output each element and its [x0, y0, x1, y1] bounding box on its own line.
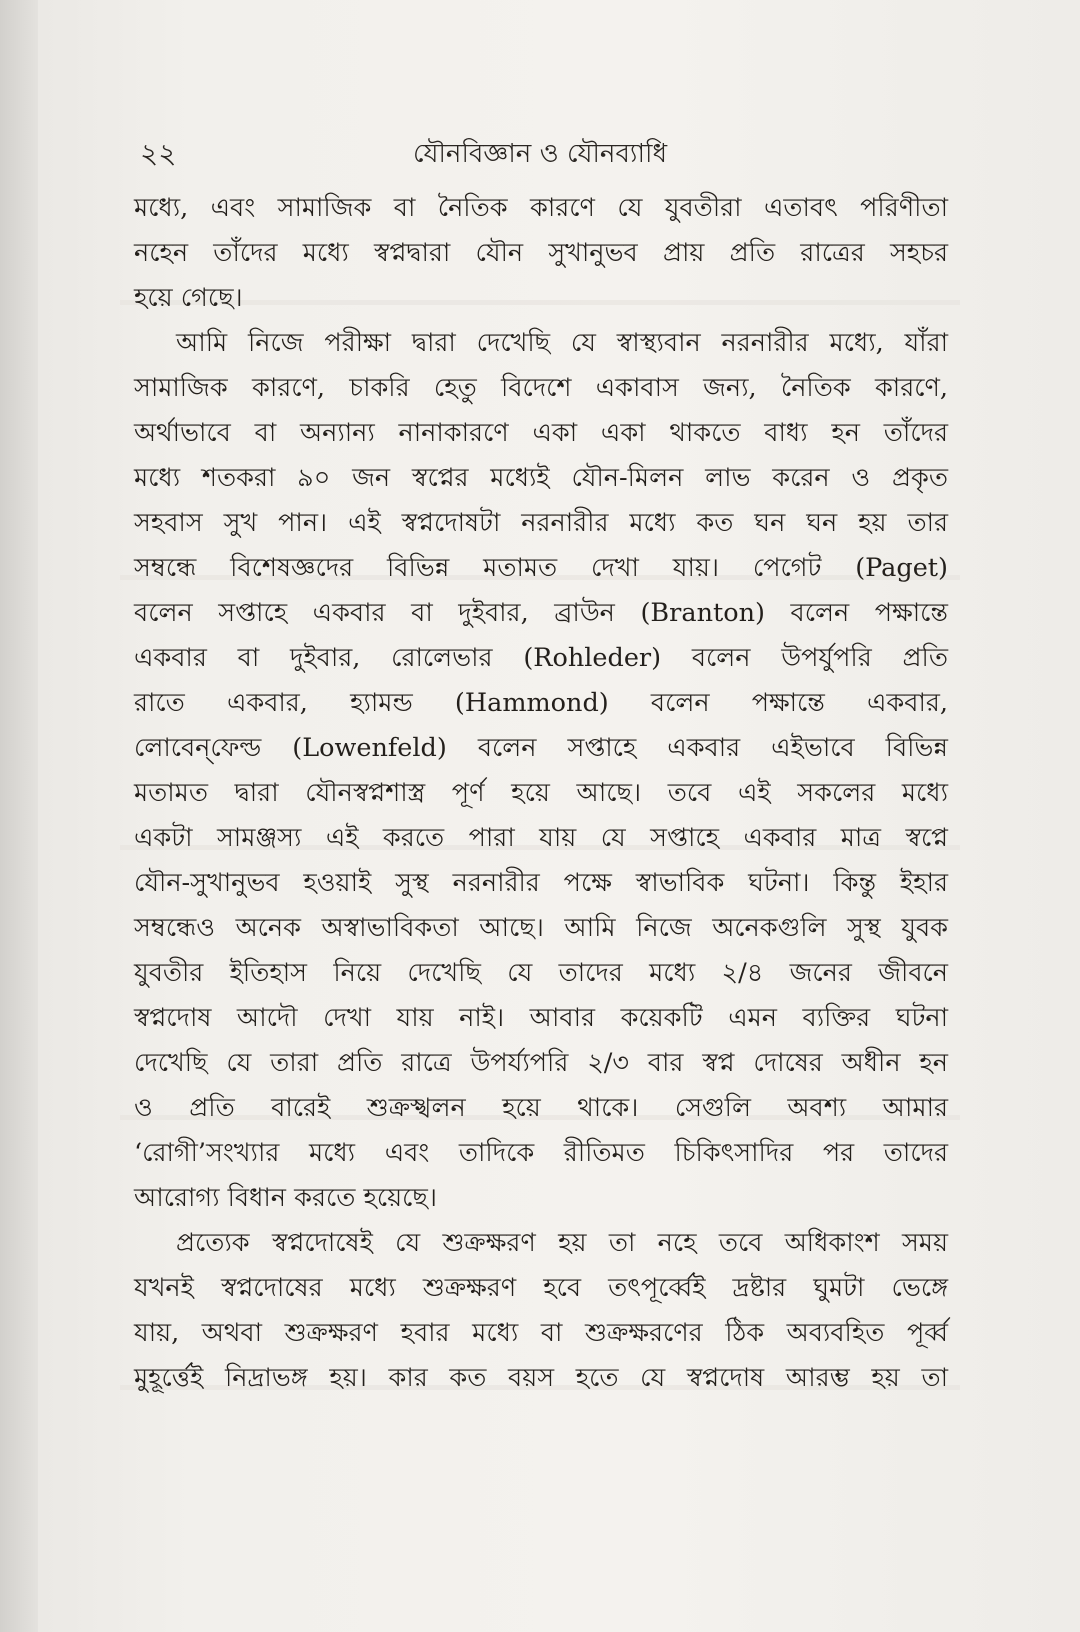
- running-title: যৌনবিজ্ঞান ও যৌনব্যাধি: [412, 139, 668, 169]
- text-line: একবার বা দুইবার, রোলেভার (Rohleder) বলেন উপর্যুপরি প্রতি: [134, 643, 948, 673]
- text-line: মতামত দ্বারা যৌনস্বপ্নশাস্ত্র পূর্ণ হয়ে আছে। তবে এই সকলের মধ্যে: [134, 778, 948, 808]
- page-gutter-shadow: [0, 0, 38, 1632]
- text-line: সামাজিক কারণে, চাকরি হেতু বিদেশে একাবাস জন্য, নৈতিক কারণে,: [134, 373, 948, 403]
- page-number: ২২: [140, 137, 177, 170]
- text-line: অর্থাভাবে বা অন্যান্য নানাকারণে একা একা থাকতে বাধ্য হন তাঁদের: [134, 418, 948, 448]
- text-line: মধ্যে শতকরা ৯০ জন স্বপ্নের মধ্যেই যৌন-মিলন লাভ করেন ও প্রকৃত: [134, 463, 948, 493]
- text-line: দেখেছি যে তারা প্রতি রাত্রে উপর্য্যপরি ২/৩ বার স্বপ্ন দোষের অধীন হন: [134, 1048, 948, 1078]
- text-line: সম্বন্ধেও অনেক অস্বাভাবিকতা আছে। আমি নিজে অনেকগুলি সুস্থ যুবক: [134, 913, 948, 943]
- text-line: আমি নিজে পরীক্ষা দ্বারা দেখেছি যে স্বাস্থ্যবান নরনারীর মধ্যে, যাঁরা: [176, 328, 948, 358]
- text-line: ‘রোগী’সংখ্যার মধ্যে এবং তাদিকে রীতিমত চিকিৎসাদির পর তাদের: [134, 1138, 948, 1168]
- text-line: নহেন তাঁদের মধ্যে স্বপ্নদ্বারা যৌন সুখানুভব প্রায় প্রতি রাত্রের সহচর: [134, 238, 948, 268]
- text-line: লোবেন্‌ফেল্ড (Lowenfeld) বলেন সপ্তাহে একবার এইভাবে বিভিন্ন: [134, 733, 948, 763]
- text-line: বলেন সপ্তাহে একবার বা দুইবার, ব্রাউন (Branton) বলেন পক্ষান্তে: [134, 598, 948, 628]
- body-text: [134, 186, 948, 1401]
- text-line: সম্বন্ধে বিশেষজ্ঞদের বিভিন্ন মতামত দেখা যায়। পেগেট (Paget): [134, 553, 948, 583]
- text-line: আরোগ্য বিধান করতে হয়েছে।: [134, 1183, 437, 1213]
- page-header: [140, 132, 940, 180]
- text-line: মধ্যে, এবং সামাজিক বা নৈতিক কারণে যে যুবতীরা এতাবৎ পরিণীতা: [134, 193, 948, 223]
- text-line: সহবাস সুখ পান। এই স্বপ্নদোষটা নরনারীর মধ্যে কত ঘন ঘন হয় তার: [134, 508, 948, 538]
- text-line: যখনই স্বপ্নদোষের মধ্যে শুক্রক্ষরণ হবে তৎপূর্ব্বেই দ্রষ্টার ঘুমটা ভেঙ্গে: [134, 1273, 948, 1303]
- text-line: রাতে একবার, হ্যামন্ড (Hammond) বলেন পক্ষান্তে একবার,: [134, 688, 948, 718]
- text-line: একটা সামঞ্জস্য এই করতে পারা যায় যে সপ্তাহে একবার মাত্র স্বপ্নে: [134, 823, 948, 853]
- text-line: হয়ে গেছে।: [134, 283, 243, 313]
- text-line: স্বপ্নদোষ আদৌ দেখা যায় নাই। আবার কয়েকটি এমন ব্যক্তির ঘটনা: [134, 1003, 948, 1033]
- text-line: যুবতীর ইতিহাস নিয়ে দেখেছি যে তাদের মধ্যে ২/৪ জনের জীবনে: [134, 958, 948, 988]
- text-line: যৌন-সুখানুভব হওয়াই সুস্থ নরনারীর পক্ষে স্বাভাবিক ঘটনা। কিন্তু ইহার: [134, 868, 948, 898]
- text-line: যায়, অথবা শুক্রক্ষরণ হবার মধ্যে বা শুক্রক্ষরণের ঠিক অব্যবহিত পূর্ব্ব: [134, 1318, 948, 1348]
- text-line: মুহূর্ত্তেই নিদ্রাভঙ্গ হয়। কার কত বয়স হতে যে স্বপ্নদোষ আরম্ভ হয় তা: [134, 1363, 948, 1393]
- text-line: প্রত্যেক স্বপ্নদোষেই যে শুক্রক্ষরণ হয় তা নহে তবে অধিকাংশ সময়: [176, 1228, 948, 1258]
- text-line: ও প্রতি বারেই শুক্রস্খলন হয়ে থাকে। সেগুলি অবশ্য আমার: [134, 1093, 948, 1123]
